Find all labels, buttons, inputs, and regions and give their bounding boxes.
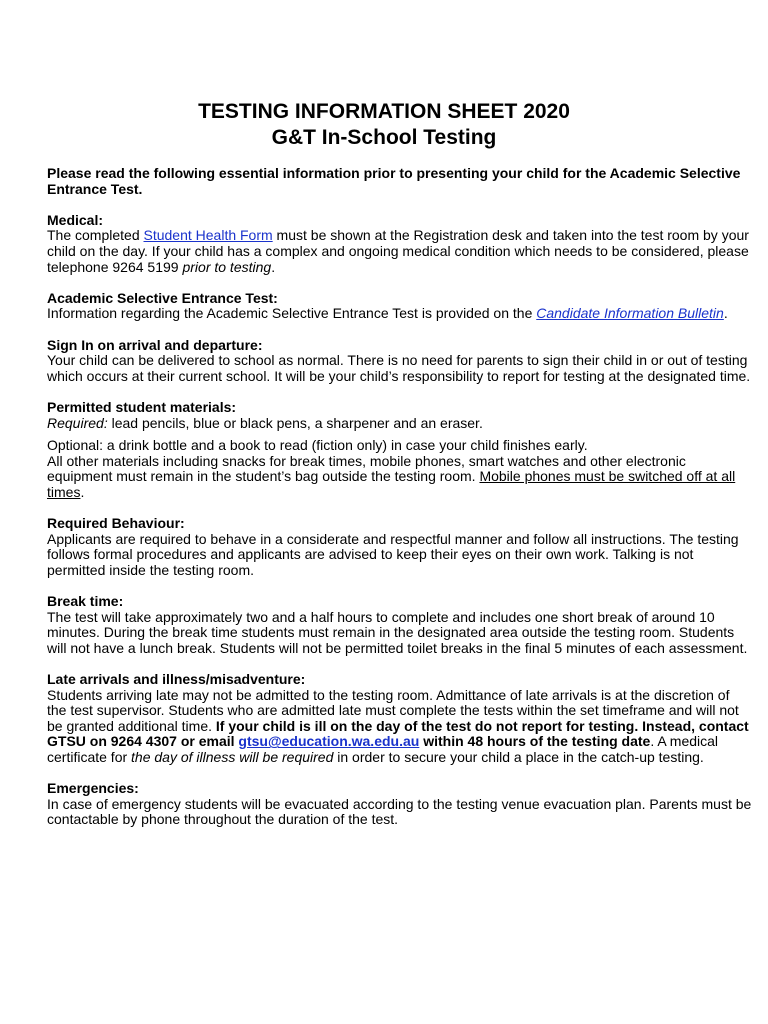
- break-paragraph: The test will take approximately two and a half hours to complete and includes one short break of around 10 minutes. During the break time students must remain in the designated area outside the testing room. Students will not have a lunch break. Students will not be permitted toilet breaks in the final 5 minutes of each assessment.: [47, 608, 748, 656]
- materials-other: All other materials including snacks for break times, mobile phones, smart watches and other electronic equipment must remain in the student’s bag outside the testing room. Mobile phones must be switched off at all times.: [47, 452, 736, 500]
- candidate-information-bulletin-link[interactable]: Candidate Information Bulletin: [536, 305, 724, 322]
- gtsu-email-link[interactable]: gtsu@education.wa.edu.au: [238, 733, 420, 750]
- page-subtitle: G&T In-School Testing: [271, 126, 497, 149]
- medical-paragraph: The completed Student Health Form must be shown at the Registration desk and taken into the test room by your child on the day. If your child has a complex and ongoing medical condition which needs to be considered, please telephone 9264 5199 prior to testing.: [47, 227, 749, 275]
- materials-optional: Optional: a drink bottle and a book to read (fiction only) in case your child finishes early.: [47, 437, 588, 454]
- page-title: TESTING INFORMATION SHEET 2020: [198, 100, 570, 123]
- emergencies-paragraph: In case of emergency students will be evacuated according to the testing venue evacuation plan. Parents must be contactable by phone throughout the duration of the test.: [47, 795, 752, 828]
- break-heading: Break time:: [47, 593, 124, 610]
- materials-heading: Permitted student materials:: [47, 398, 237, 415]
- late-heading: Late arrivals and illness/misadventure:: [47, 671, 306, 687]
- behaviour-paragraph: Applicants are required to behave in a considerate and respectful manner and follow all instructions. The testing follows formal procedures and applicants are advised to keep their eyes on their own work. Talking is not permitted inside the testing room.: [47, 530, 739, 578]
- signin-heading: Sign In on arrival and departure:: [47, 336, 263, 353]
- title-block: [0, 99, 768, 151]
- student-health-form-link[interactable]: Student Health Form: [143, 227, 273, 244]
- aset-paragraph: Information regarding the Academic Selective Entrance Test is provided on the Candidate Information Bulletin.: [47, 305, 728, 322]
- aset-heading: Academic Selective Entrance Test:: [47, 289, 278, 306]
- document-body: [47, 166, 752, 828]
- materials-required: Required: lead pencils, blue or black pens, a sharpener and an eraser.: [47, 414, 483, 431]
- medical-heading: Medical:: [47, 211, 104, 228]
- behaviour-heading: Required Behaviour:: [47, 515, 185, 532]
- emergencies-heading: Emergencies:: [47, 780, 139, 797]
- intro-paragraph: Please read the following essential information prior to presenting your child for the Academic Selective Entrance Test.: [47, 165, 741, 197]
- late-paragraph: Students arriving late may not be admitted to the testing room. Admittance of late arrivals is at the discretion of the test supervisor. Students who are admitted late must complete the tests within the set timeframe and will not be granted additional time. If your child is ill on the day of the test do not report for testing. Instead, contact GTSU on 9264 4307 or email gtsu@education.wa.edu.au within 48 hours of the testing date. A medical certificate for the day of illness will be required in order to secure your child a place in the catch-up testing.: [47, 686, 749, 765]
- signin-paragraph: Your child can be delivered to school as normal. There is no need for parents to sign their child in or out of testing which occurs at their current school. It will be your child’s responsibility to report for testing at the designated time.: [47, 352, 751, 384]
